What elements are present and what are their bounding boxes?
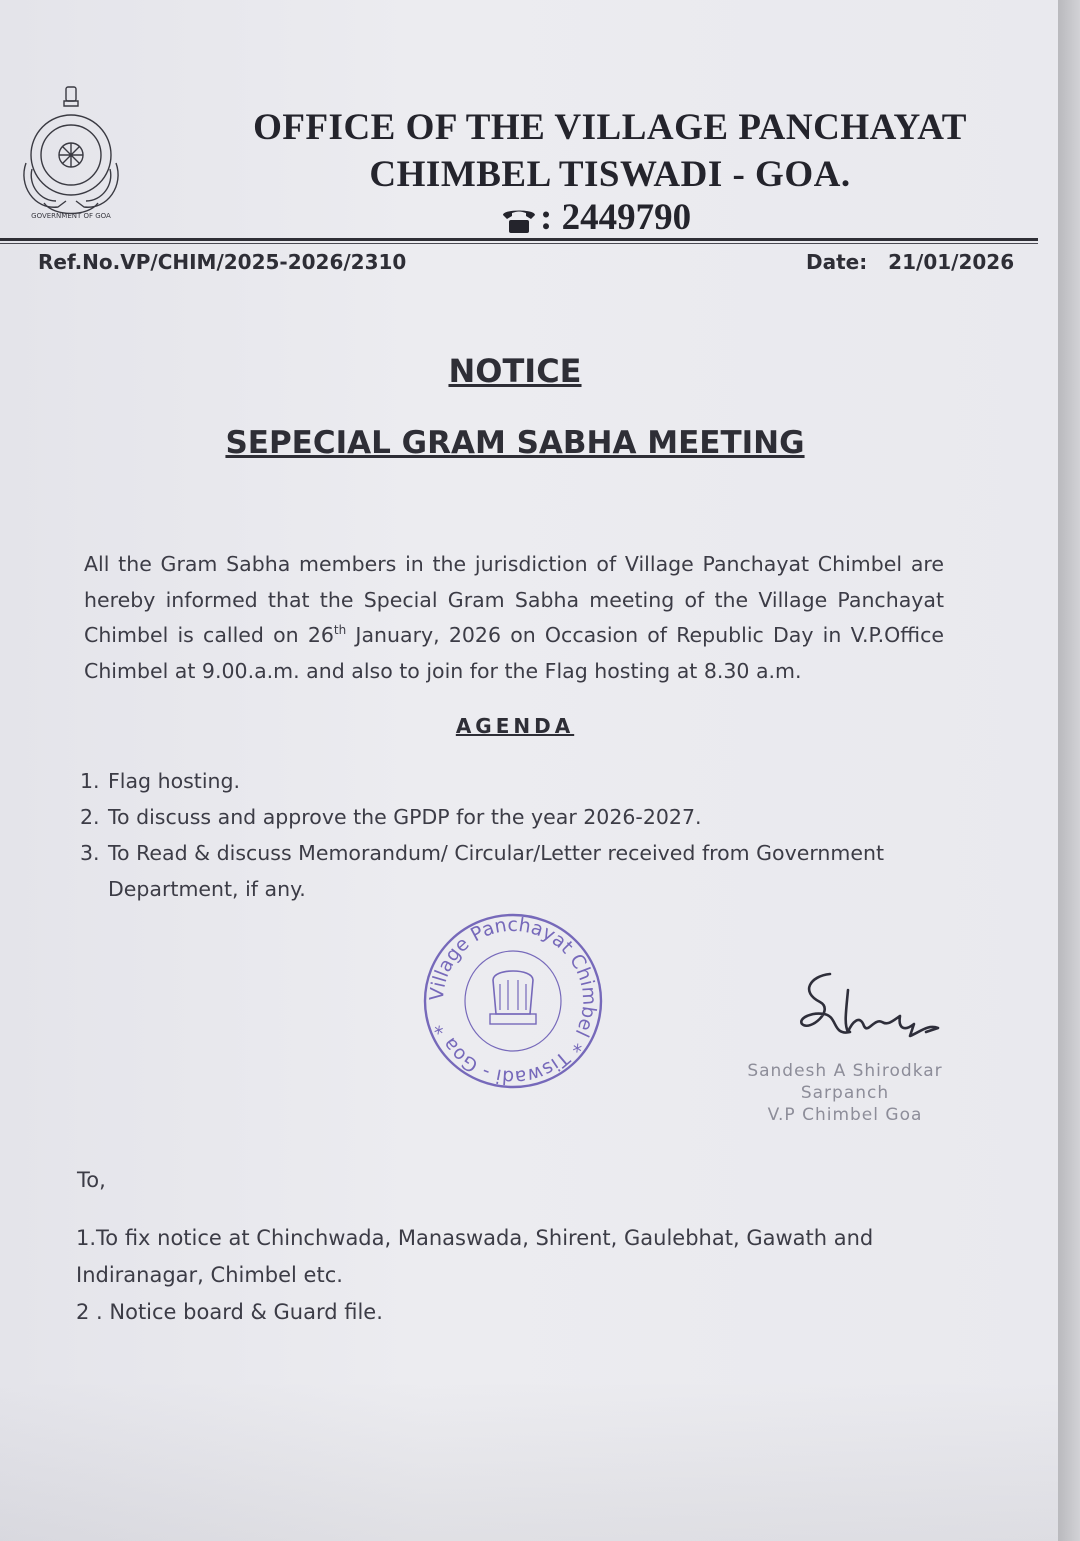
sarpanch-signature	[790, 962, 950, 1052]
signatory-block	[700, 1060, 990, 1126]
agenda-item	[80, 799, 940, 835]
office-location: CHIMBEL TISWADI - GOA.	[369, 154, 851, 195]
agenda-heading: AGENDA	[455, 714, 575, 738]
notice-heading: NOTICE	[448, 352, 582, 390]
notice-body	[84, 547, 944, 689]
notice-body-part1: All the Gram Sabha members in the jurisdiction of Village Panchayat Chimbel are hereby informed that the Special Gram Sabha meeting of the Village Panchayat Chimbel is called on 26	[84, 552, 944, 647]
notice-date: Date: 21/01/2026	[806, 250, 1015, 274]
agenda-item-text: Flag hosting.	[108, 769, 241, 793]
agenda-list	[80, 763, 940, 907]
notice-body-part2: January, 2026 on Occasion of Republic Day in V.P.Office Chimbel at 9.00.a.m. and also to join for the Flag hosting at 8.30 a.m.	[84, 623, 944, 683]
agenda-item-text: To Read & discuss Memorandum/ Circular/Letter received from Government Department, if any.	[108, 841, 885, 901]
paper-edge	[1058, 0, 1080, 1541]
distribution-item: 2 . Notice board & Guard file.	[76, 1300, 383, 1324]
distribution-list	[76, 1220, 896, 1331]
shadow	[0, 1380, 1058, 1541]
notice-subject: SEPECIAL GRAM SABHA MEETING	[225, 425, 805, 461]
agenda-item	[80, 835, 940, 907]
reference-number: Ref.No.VP/CHIM/2025-2026/2310	[38, 250, 407, 274]
signatory-office: V.P Chimbel Goa	[767, 1105, 923, 1125]
phone-number: : 2449790	[540, 197, 692, 238]
agenda-item-text: To discuss and approve the GPDP for the year 2026-2027.	[108, 805, 702, 829]
signatory-name: Sandesh A Shirodkar	[747, 1061, 943, 1081]
signatory-designation: Sarpanch	[800, 1083, 890, 1103]
distribution-item: 1.To fix notice at Chinchwada, Manaswada, Shirent, Gaulebhat, Gawath and Indiranagar, Chimbel etc.	[76, 1226, 874, 1287]
agenda-item-number: 3.	[80, 841, 100, 865]
emblem-lettering: GOVERNMENT OF GOA	[31, 212, 111, 220]
agenda-item-number: 2.	[80, 805, 100, 829]
goa-government-emblem	[14, 85, 128, 225]
header-rule-thin	[0, 243, 1038, 244]
to-label: To,	[77, 1168, 106, 1192]
phone-line	[500, 196, 691, 239]
agenda-item-number: 1.	[80, 769, 100, 793]
panchayat-seal-stamp	[420, 910, 606, 1092]
ordinal-suffix: th	[333, 623, 347, 638]
header-rule	[0, 238, 1038, 241]
telephone-icon	[500, 206, 538, 236]
office-title: OFFICE OF THE VILLAGE PANCHAYAT	[253, 107, 967, 148]
stamp-lettering: Village Panchayat Chimbel * Tiswadi - Goa *	[425, 913, 601, 1089]
agenda-item	[80, 763, 940, 799]
